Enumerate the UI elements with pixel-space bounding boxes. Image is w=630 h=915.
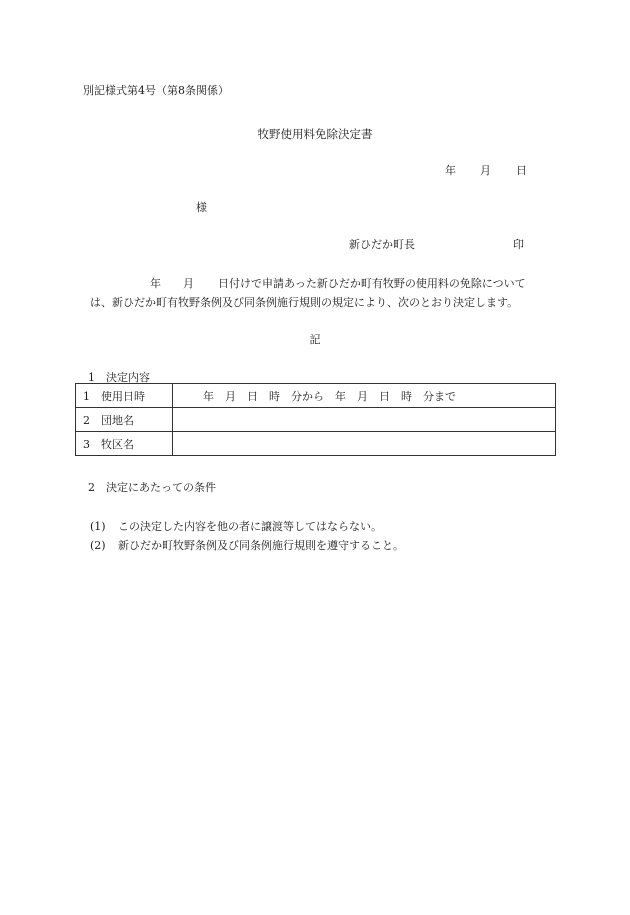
condition-number: (2)	[90, 539, 106, 552]
seal-mark: 印	[513, 238, 524, 251]
table-row	[76, 408, 556, 432]
section1-heading: 1 決定内容	[88, 371, 150, 384]
condition-number: (1)	[90, 520, 106, 533]
condition-item	[90, 518, 382, 534]
condition-item	[90, 537, 404, 553]
document-title: 牧野使用料免除決定書	[257, 127, 373, 141]
row-value-pasture-section	[173, 432, 556, 456]
form-number-label: 別記様式第4号（第8条関係）	[83, 84, 229, 97]
body-line2-text: は、新ひだか町有牧野条例及び同条例施行規則の規定により、次のとおり決定します。	[90, 296, 519, 309]
row-label-pasture-section: 3 牧区名	[76, 432, 173, 456]
date-day: 日	[516, 164, 527, 177]
condition-text: この決定した内容を他の者に譲渡等してはならない。	[118, 520, 382, 533]
section2-heading: 2 決定にあたっての条件	[88, 481, 216, 494]
decision-contents-table	[75, 383, 556, 456]
issuer-name: 新ひだか町長	[349, 238, 415, 251]
row-label-usage-datetime: 1 使用日時	[76, 384, 173, 408]
ki-heading: 記	[309, 333, 321, 346]
date-year: 年	[445, 164, 456, 177]
table-row	[76, 384, 556, 408]
row-value-usage-datetime: 年 月 日 時 分から 年 月 日 時 分まで	[173, 384, 556, 408]
row-label-estate-name: 2 団地名	[76, 408, 173, 432]
addressee-honorific: 様	[196, 201, 207, 214]
table-row	[76, 432, 556, 456]
body-year: 年	[150, 277, 161, 290]
body-line1-text: 日付けで申請あった新ひだか町有牧野の使用料の免除について	[218, 277, 526, 290]
date-month: 月	[480, 164, 491, 177]
row-value-estate-name	[173, 408, 556, 432]
body-month: 月	[183, 277, 194, 290]
condition-text: 新ひだか町牧野条例及び同条例施行規則を遵守すること。	[118, 539, 404, 552]
